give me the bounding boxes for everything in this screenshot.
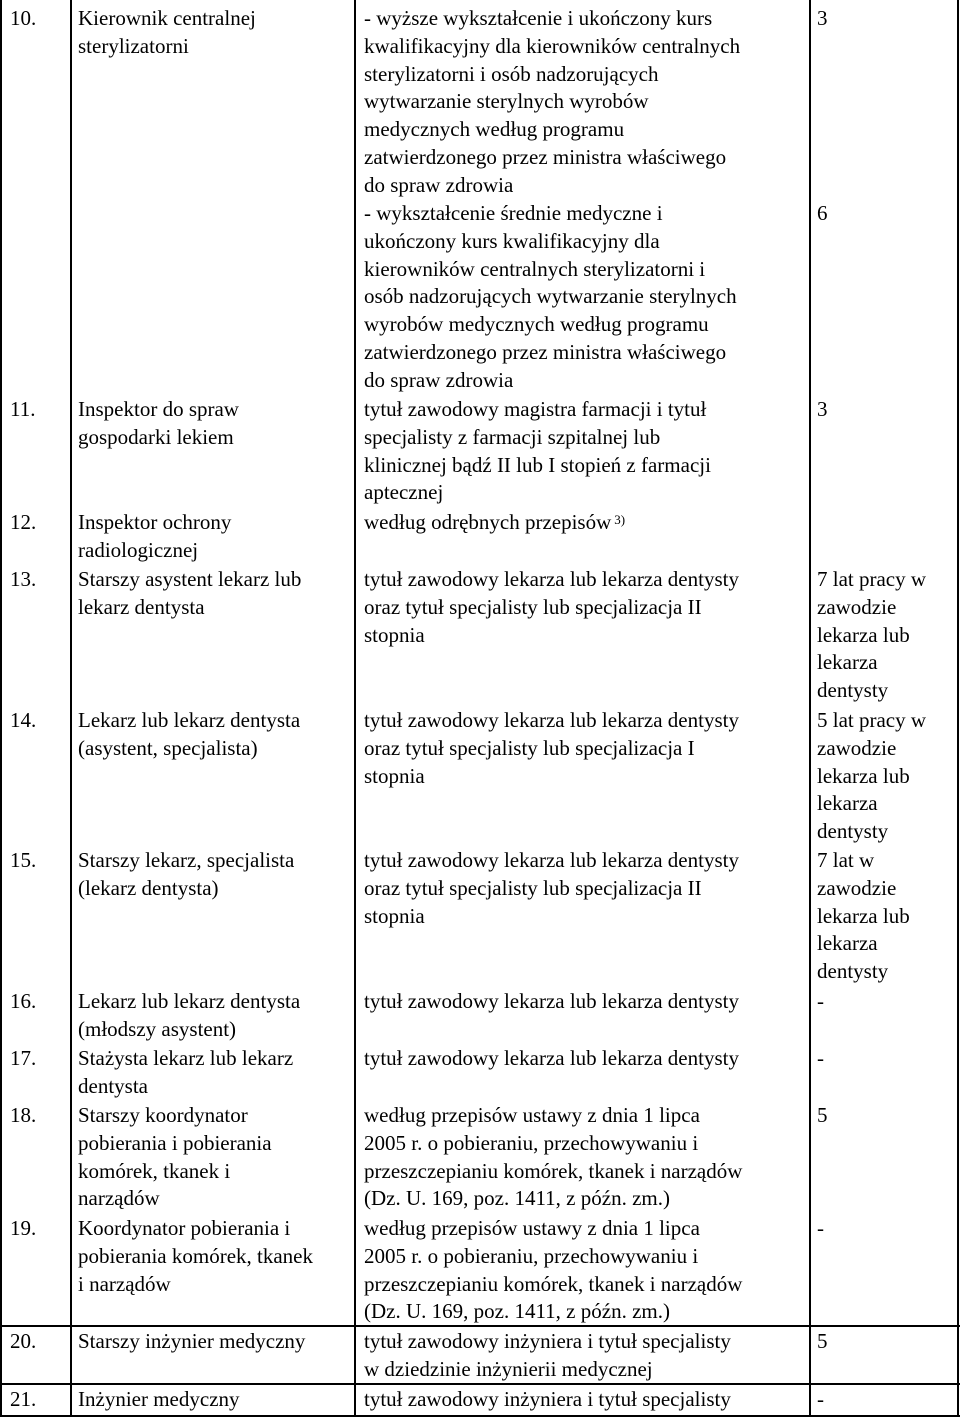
footnote-reference: 3)	[614, 512, 626, 527]
table-border-right	[957, 0, 959, 1417]
qualification-requirement: tytuł zawodowy inżyniera i tytuł specjalisty w dziedzinie inżynierii medycznej	[364, 1329, 731, 1381]
experience-years: -	[817, 1387, 824, 1411]
requirement-text: według odrębnych przepisów	[364, 510, 612, 534]
row-number: 20.	[10, 1329, 37, 1353]
qualification-requirement: według przepisów ustawy z dnia 1 lipca 2005 r. o pobieraniu, przechowywaniu i przeszczepianiu komórek, tkanek i narządów (Dz. U. 169, poz. 1411, z późn. zm.)	[364, 1103, 743, 1211]
row-number: 18.	[10, 1103, 37, 1127]
experience-years: 6	[817, 201, 828, 225]
position-name: Starszy lekarz, specjalista (lekarz dentysta)	[78, 848, 295, 900]
experience-years: 7 lat w zawodzie lekarza lub lekarza dentysty	[817, 848, 910, 984]
row-number: 17.	[10, 1046, 37, 1070]
row-number: 21.	[10, 1387, 37, 1411]
qualification-requirement: - wykształcenie średnie medyczne i ukończony kurs kwalifikacyjny dla kierowników centralnych sterylizatorni i osób nadzorujących wytwarzanie sterylnych wyrobów medycznych według programu zatwierdzonego przez ministra właściwego do spraw zdrowia	[364, 201, 737, 392]
experience-years: -	[817, 989, 824, 1013]
position-name: Lekarz lub lekarz dentysta (asystent, specjalista)	[78, 708, 301, 760]
experience-years: 3	[817, 6, 828, 30]
experience-years: -	[817, 1046, 824, 1070]
experience-years: 5	[817, 1329, 828, 1353]
column-divider	[809, 0, 811, 1417]
row-number: 15.	[10, 848, 37, 872]
position-name: Starszy koordynator pobierania i pobierania komórek, tkanek i narządów	[78, 1103, 272, 1211]
experience-years: 3	[817, 397, 828, 421]
position-name: Inspektor do spraw gospodarki lekiem	[78, 397, 239, 449]
qualification-requirement: tytuł zawodowy lekarza lub lekarza dentysty	[364, 989, 739, 1013]
qualification-requirement: tytuł zawodowy lekarza lub lekarza dentysty	[364, 1046, 739, 1070]
position-name: Koordynator pobierania i pobierania komórek, tkanek i narządów	[78, 1216, 313, 1296]
position-name: Stażysta lekarz lub lekarz dentysta	[78, 1046, 294, 1098]
position-name: Inspektor ochrony radiologicznej	[78, 510, 232, 562]
row-number: 13.	[10, 567, 37, 591]
qualification-requirement: - wyższe wykształcenie i ukończony kurs kwalifikacyjny dla kierowników centralnych sterylizatorni i osób nadzorujących wytwarzanie sterylnych wyrobów medycznych według programu zatwierdzonego przez ministra właściwego do spraw zdrowia	[364, 6, 741, 197]
qualification-requirement: tytuł zawodowy lekarza lub lekarza dentysty oraz tytuł specjalisty lub specjalizacja II stopnia	[364, 848, 739, 928]
row-number: 11.	[10, 397, 36, 421]
row-number: 19.	[10, 1216, 37, 1240]
row-number: 10.	[10, 6, 37, 30]
qualification-requirement	[364, 509, 809, 537]
row-divider	[0, 1383, 960, 1385]
experience-years: 7 lat pracy w zawodzie lekarza lub lekarza dentysty	[817, 567, 927, 703]
experience-years: 5	[817, 1103, 828, 1127]
experience-years: 5 lat pracy w zawodzie lekarza lub lekarza dentysty	[817, 708, 927, 844]
qualification-requirement: tytuł zawodowy magistra farmacji i tytuł specjalisty z farmacji szpitalnej lub klinicznej bądź II lub I stopień z farmacji aptecznej	[364, 397, 711, 505]
qualification-requirement: według przepisów ustawy z dnia 1 lipca 2005 r. o pobieraniu, przechowywaniu i przeszczepianiu komórek, tkanek i narządów (Dz. U. 169, poz. 1411, z późn. zm.)	[364, 1216, 743, 1324]
table-border-left	[0, 0, 2, 1417]
position-name: Kierownik centralnej sterylizatorni	[78, 6, 256, 58]
experience-years: -	[817, 1216, 824, 1240]
qualification-requirement: tytuł zawodowy lekarza lub lekarza dentysty oraz tytuł specjalisty lub specjalizacja I stopnia	[364, 708, 739, 788]
row-number: 14.	[10, 708, 37, 732]
row-number: 16.	[10, 989, 37, 1013]
column-divider	[70, 0, 72, 1417]
position-name: Starszy asystent lekarz lub lekarz dentysta	[78, 567, 302, 619]
qualification-requirement: tytuł zawodowy lekarza lub lekarza dentysty oraz tytuł specjalisty lub specjalizacja II stopnia	[364, 567, 739, 647]
row-divider	[0, 1325, 960, 1327]
position-name: Starszy inżynier medyczny	[78, 1329, 306, 1353]
qualification-requirement: tytuł zawodowy inżyniera i tytuł specjalisty	[364, 1387, 731, 1411]
column-divider	[354, 0, 356, 1417]
position-name: Lekarz lub lekarz dentysta (młodszy asystent)	[78, 989, 301, 1041]
row-number: 12.	[10, 510, 37, 534]
position-name: Inżynier medyczny	[78, 1387, 240, 1411]
